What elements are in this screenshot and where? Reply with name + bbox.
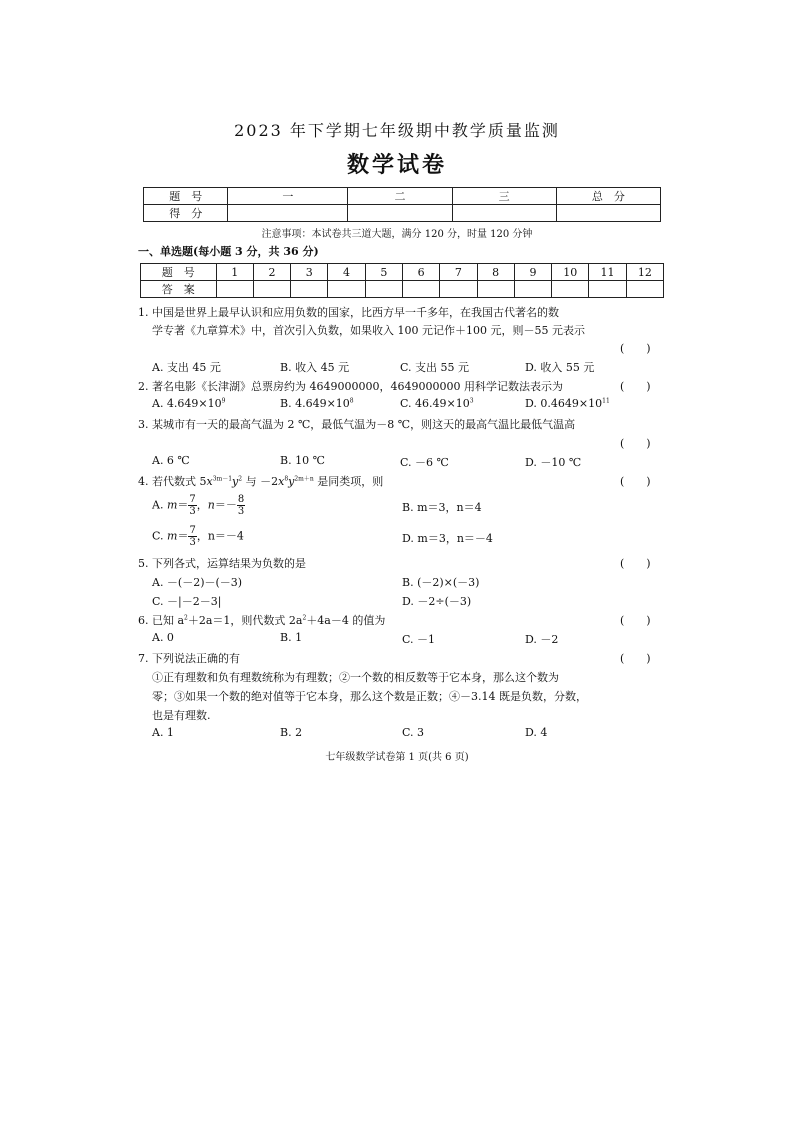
question-2-option-d: D. $0.4649\times 10^{11}$	[525, 397, 610, 410]
score-table-header-total: 总 分	[556, 188, 660, 205]
exam-subject-title: 数学试卷	[346, 152, 447, 178]
question-5-option-a: A. －(－2)－(－3)	[152, 576, 243, 589]
section1-title: 一、单选题(每小题 3 分，共 36 分)	[138, 245, 319, 258]
score-cell-2[interactable]	[348, 205, 452, 222]
question-2-option-b: B. $4.649\times 10^8$	[280, 397, 354, 410]
question-7-option-b: B. 2	[280, 726, 303, 739]
answer-number: 7	[440, 264, 477, 281]
question-7-line-2: ①正有理数和负有理数统称为有理数；②一个数的相反数等于它本身，那么这个数为	[152, 671, 559, 684]
answer-cell[interactable]	[589, 281, 626, 298]
answer-number: 6	[402, 264, 439, 281]
question-3-option-d: D. －10 ℃	[525, 456, 582, 469]
question-7-answer-paren: ( )	[620, 652, 651, 665]
question-6-option-a: A. 0	[152, 631, 174, 644]
question-7-option-a: A. 1	[152, 726, 174, 739]
question-5-option-c: C. －|－2－3|	[152, 595, 222, 608]
question-4-line-1: 4. 若代数式 $5x^{3m-1}y^2$ 与 $-2x^8y^{2m+n}$ 是同类项，则	[138, 475, 384, 488]
question-1-line-1: 1. 中国是世界上最早认识和应用负数的国家，比西方早一千多年，在我国古代著名的数	[138, 306, 559, 319]
question-7-line-4: 也是有理数.	[152, 709, 211, 722]
question-4-option-d: D. m＝3，n＝－4	[402, 532, 493, 545]
answer-cell[interactable]	[365, 281, 402, 298]
question-4-option-a: A. m＝ $\frac{7}{3}$ ，n＝－ $\frac{8}{3}$	[152, 494, 245, 517]
question-1-option-d: D. 收入 55 元	[525, 361, 595, 374]
score-table-row-label: 得 分	[144, 205, 228, 222]
question-6-option-b: B. 1	[280, 631, 303, 644]
exam-title: 2023 年下学期七年级期中教学质量监测	[234, 121, 560, 140]
question-1-answer-paren: ( )	[620, 342, 651, 355]
answer-number: 2	[253, 264, 290, 281]
question-3-line-1: 3. 某城市有一天的最高气温为 2 ℃，最低气温为－8 ℃，则这天的最高气温比最低气温高	[138, 418, 576, 431]
question-5-line-1: 5. 下列各式，运算结果为负数的是	[138, 557, 306, 570]
question-1-line-2: 学专著《九章算术》中，首次引入负数，如果收入 100 元记作＋100 元，则－55 元表示	[152, 324, 585, 337]
answer-cell[interactable]	[514, 281, 551, 298]
question-3-answer-paren: ( )	[620, 437, 651, 450]
answer-number: 5	[365, 264, 402, 281]
question-7-line-3: 零；③如果一个数的绝对值等于它本身，那么这个数是正数；④－3.14 既是负数，分数，	[152, 690, 587, 703]
answer-number: 11	[589, 264, 626, 281]
question-4-option-b: B. m＝3，n＝4	[402, 501, 482, 514]
answer-number: 9	[514, 264, 551, 281]
question-7-line-1: 7. 下列说法正确的有	[138, 652, 240, 665]
page-footer: 七年级数学试卷第 1 页(共 6 页)	[325, 752, 469, 763]
answer-number: 10	[552, 264, 589, 281]
question-6-line-1: 6. 已知 $a^2+2a=1$，则代数式 $2a^2+4a-4$ 的值为	[138, 614, 386, 627]
question-6-answer-paren: ( )	[620, 614, 651, 627]
answer-cell[interactable]	[328, 281, 365, 298]
answer-number: 12	[626, 264, 663, 281]
answer-table-answer-label: 答 案	[141, 281, 217, 298]
answer-cell[interactable]	[552, 281, 589, 298]
score-table-header-2: 二	[348, 188, 452, 205]
question-7-option-c: C. 3	[402, 726, 425, 739]
question-4-answer-paren: ( )	[620, 475, 651, 488]
question-3-option-b: B. 10 ℃	[280, 454, 325, 467]
answer-cell[interactable]	[216, 281, 253, 298]
question-2-line-1: 2. 著名电影《长津湖》总票房约为 4649000000，4649000000 用科学记数法表示为	[138, 380, 563, 393]
answer-cell[interactable]	[477, 281, 514, 298]
answer-number: 3	[291, 264, 328, 281]
score-table-header-1: 一	[228, 188, 348, 205]
question-4-option-c: C. m＝ $\frac{7}{3}$ ，n＝－4	[152, 525, 244, 548]
question-2-option-a: A. $4.649\times 10^9$	[152, 397, 226, 410]
answer-cell[interactable]	[253, 281, 290, 298]
score-cell-1[interactable]	[228, 205, 348, 222]
exam-notice: 注意事项：本试卷共三道大题，满分 120 分，时量 120 分钟	[261, 229, 533, 240]
question-1-option-a: A. 支出 45 元	[152, 361, 221, 374]
answer-number: 4	[328, 264, 365, 281]
score-cell-total[interactable]	[556, 205, 660, 222]
question-1-option-b: B. 收入 45 元	[280, 361, 350, 374]
question-6-option-c: C. －1	[402, 633, 436, 646]
question-5-option-d: D. －2÷(－3)	[402, 595, 472, 608]
question-2-option-c: C. $46.49\times 10^3$	[400, 397, 474, 410]
score-cell-3[interactable]	[452, 205, 556, 222]
question-3-option-c: C. －6 ℃	[400, 456, 449, 469]
answer-cell[interactable]	[291, 281, 328, 298]
question-1-option-c: C. 支出 55 元	[400, 361, 470, 374]
question-2-answer-paren: ( )	[620, 380, 651, 393]
answer-number: 8	[477, 264, 514, 281]
score-table-header-label: 题 号	[144, 188, 228, 205]
answer-cell[interactable]	[402, 281, 439, 298]
question-7-option-d: D. 4	[525, 726, 548, 739]
question-5-answer-paren: ( )	[620, 557, 651, 570]
answer-cell[interactable]	[626, 281, 663, 298]
answer-cell[interactable]	[440, 281, 477, 298]
answer-number: 1	[216, 264, 253, 281]
answer-table-number-label: 题 号	[141, 264, 217, 281]
question-3-option-a: A. 6 ℃	[152, 454, 190, 467]
score-table	[143, 187, 661, 222]
question-5-option-b: B. (－2)×(－3)	[402, 576, 480, 589]
answer-table	[140, 263, 664, 298]
score-table-header-3: 三	[452, 188, 556, 205]
question-6-option-d: D. －2	[525, 633, 559, 646]
